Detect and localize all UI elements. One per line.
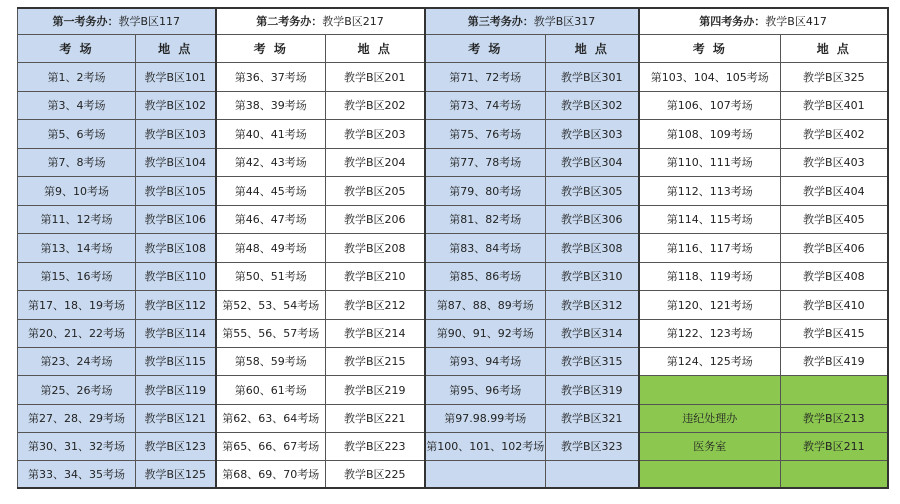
place-cell: 教学B区408 [781, 262, 888, 290]
place-cell: 教学B区325 [781, 62, 888, 91]
office-location: 教学B区217 [322, 15, 384, 29]
table-row [18, 347, 888, 375]
room-cell: 第103、104、105考场 [639, 62, 781, 91]
place-cell: 教学B区404 [781, 176, 888, 205]
place-cell: 教学B区112 [136, 290, 216, 319]
place-cell [781, 375, 888, 404]
table-row [18, 119, 888, 148]
header-room: 考 场 [18, 34, 136, 62]
room-cell: 第93、94考场 [425, 347, 546, 375]
header-place: 地 点 [781, 34, 888, 62]
room-cell: 违纪处理办 [639, 404, 781, 432]
room-cell: 第36、37考场 [216, 62, 326, 91]
place-cell: 教学B区319 [546, 375, 639, 404]
room-cell: 第7、8考场 [18, 148, 136, 176]
room-cell: 第118、119考场 [639, 262, 781, 290]
room-cell: 第120、121考场 [639, 290, 781, 319]
room-cell: 第1、2考场 [18, 62, 136, 91]
place-cell: 教学B区323 [546, 432, 639, 460]
place-cell: 教学B区406 [781, 233, 888, 262]
room-cell: 第79、80考场 [425, 176, 546, 205]
room-cell: 第77、78考场 [425, 148, 546, 176]
room-cell: 第50、51考场 [216, 262, 326, 290]
room-cell: 第106、107考场 [639, 91, 781, 119]
room-cell: 第55、56、57考场 [216, 319, 326, 347]
room-cell: 第58、59考场 [216, 347, 326, 375]
table-row [18, 290, 888, 319]
place-cell: 教学B区105 [136, 176, 216, 205]
room-cell: 第48、49考场 [216, 233, 326, 262]
place-cell: 教学B区212 [326, 290, 425, 319]
office-label: 第四考务办： [699, 15, 766, 29]
office-label: 第一考务办： [52, 15, 119, 29]
place-cell: 教学B区302 [546, 91, 639, 119]
place-cell: 教学B区208 [326, 233, 425, 262]
room-cell [639, 375, 781, 404]
room-cell: 第15、16考场 [18, 262, 136, 290]
header-place: 地 点 [136, 34, 216, 62]
place-cell: 教学B区402 [781, 119, 888, 148]
place-cell: 教学B区108 [136, 233, 216, 262]
place-cell [546, 460, 639, 488]
room-cell: 第65、66、67考场 [216, 432, 326, 460]
office-location: 教学B区117 [118, 15, 181, 29]
table-row [18, 262, 888, 290]
column-header-row [18, 34, 888, 62]
room-cell: 第38、39考场 [216, 91, 326, 119]
room-cell: 第42、43考场 [216, 148, 326, 176]
place-cell: 教学B区303 [546, 119, 639, 148]
place-cell: 教学B区215 [326, 347, 425, 375]
office-title-2 [216, 8, 425, 34]
office-title-row [18, 8, 888, 34]
exam-room-table [17, 7, 889, 489]
table-row [18, 375, 888, 404]
place-cell: 教学B区121 [136, 404, 216, 432]
header-room: 考 场 [639, 34, 781, 62]
place-cell: 教学B区201 [326, 62, 425, 91]
place-cell: 教学B区211 [781, 432, 888, 460]
place-cell: 教学B区305 [546, 176, 639, 205]
place-cell: 教学B区419 [781, 347, 888, 375]
header-room: 考 场 [216, 34, 326, 62]
place-cell: 教学B区410 [781, 290, 888, 319]
place-cell: 教学B区102 [136, 91, 216, 119]
room-cell: 第71、72考场 [425, 62, 546, 91]
place-cell: 教学B区304 [546, 148, 639, 176]
room-cell: 第46、47考场 [216, 205, 326, 233]
room-cell: 第90、91、92考场 [425, 319, 546, 347]
office-location: 教学B区317 [533, 15, 596, 29]
table-row [18, 205, 888, 233]
room-cell [425, 460, 546, 488]
place-cell: 教学B区101 [136, 62, 216, 91]
place-cell: 教学B区401 [781, 91, 888, 119]
place-cell [781, 460, 888, 488]
room-cell: 第62、63、64考场 [216, 404, 326, 432]
room-cell: 第114、115考场 [639, 205, 781, 233]
office-label: 第三考务办： [467, 15, 534, 29]
office-title-4 [639, 8, 888, 34]
place-cell: 教学B区104 [136, 148, 216, 176]
room-cell: 第5、6考场 [18, 119, 136, 148]
room-cell: 第20、21、22考场 [18, 319, 136, 347]
room-cell: 第9、10考场 [18, 176, 136, 205]
room-cell: 第17、18、19考场 [18, 290, 136, 319]
place-cell: 教学B区415 [781, 319, 888, 347]
place-cell: 教学B区125 [136, 460, 216, 488]
room-cell: 第3、4考场 [18, 91, 136, 119]
table-row [18, 233, 888, 262]
table-row [18, 319, 888, 347]
place-cell: 教学B区223 [326, 432, 425, 460]
room-cell: 第30、31、32考场 [18, 432, 136, 460]
room-cell: 医务室 [639, 432, 781, 460]
room-cell: 第87、88、89考场 [425, 290, 546, 319]
place-cell: 教学B区210 [326, 262, 425, 290]
table-row [18, 176, 888, 205]
header-place: 地 点 [326, 34, 425, 62]
office-title-3 [425, 8, 639, 34]
room-cell: 第75、76考场 [425, 119, 546, 148]
place-cell: 教学B区119 [136, 375, 216, 404]
office-label: 第二考务办： [256, 15, 323, 29]
place-cell: 教学B区203 [326, 119, 425, 148]
place-cell: 教学B区225 [326, 460, 425, 488]
place-cell: 教学B区204 [326, 148, 425, 176]
header-place: 地 点 [546, 34, 639, 62]
room-cell: 第11、12考场 [18, 205, 136, 233]
table-row [18, 148, 888, 176]
place-cell: 教学B区314 [546, 319, 639, 347]
office-title-1 [18, 8, 216, 34]
place-cell: 教学B区205 [326, 176, 425, 205]
place-cell: 教学B区221 [326, 404, 425, 432]
place-cell: 教学B区110 [136, 262, 216, 290]
room-cell: 第95、96考场 [425, 375, 546, 404]
room-cell: 第81、82考场 [425, 205, 546, 233]
place-cell: 教学B区123 [136, 432, 216, 460]
room-cell: 第108、109考场 [639, 119, 781, 148]
table-row [18, 62, 888, 91]
place-cell: 教学B区106 [136, 205, 216, 233]
room-cell: 第25、26考场 [18, 375, 136, 404]
place-cell: 教学B区114 [136, 319, 216, 347]
place-cell: 教学B区103 [136, 119, 216, 148]
place-cell: 教学B区214 [326, 319, 425, 347]
table-row [18, 432, 888, 460]
place-cell: 教学B区202 [326, 91, 425, 119]
place-cell: 教学B区206 [326, 205, 425, 233]
table-row [18, 460, 888, 488]
place-cell: 教学B区315 [546, 347, 639, 375]
place-cell: 教学B区312 [546, 290, 639, 319]
room-cell: 第83、84考场 [425, 233, 546, 262]
table-row [18, 404, 888, 432]
room-cell: 第122、123考场 [639, 319, 781, 347]
place-cell: 教学B区310 [546, 262, 639, 290]
place-cell: 教学B区301 [546, 62, 639, 91]
room-cell: 第44、45考场 [216, 176, 326, 205]
room-cell: 第68、69、70考场 [216, 460, 326, 488]
office-location: 教学B区417 [765, 15, 827, 29]
room-cell: 第85、86考场 [425, 262, 546, 290]
place-cell: 教学B区306 [546, 205, 639, 233]
place-cell: 教学B区213 [781, 404, 888, 432]
place-cell: 教学B区219 [326, 375, 425, 404]
place-cell: 教学B区321 [546, 404, 639, 432]
table-row [18, 91, 888, 119]
room-cell: 第60、61考场 [216, 375, 326, 404]
room-cell: 第116、117考场 [639, 233, 781, 262]
room-cell: 第110、111考场 [639, 148, 781, 176]
room-cell: 第112、113考场 [639, 176, 781, 205]
room-cell: 第97.98.99考场 [425, 404, 546, 432]
place-cell: 教学B区308 [546, 233, 639, 262]
room-cell: 第27、28、29考场 [18, 404, 136, 432]
room-cell: 第40、41考场 [216, 119, 326, 148]
place-cell: 教学B区405 [781, 205, 888, 233]
room-cell: 第33、34、35考场 [18, 460, 136, 488]
room-cell: 第13、14考场 [18, 233, 136, 262]
room-cell: 第100、101、102考场 [425, 432, 546, 460]
room-cell: 第23、24考场 [18, 347, 136, 375]
place-cell: 教学B区403 [781, 148, 888, 176]
place-cell: 教学B区115 [136, 347, 216, 375]
header-room: 考 场 [425, 34, 546, 62]
room-cell [639, 460, 781, 488]
room-cell: 第52、53、54考场 [216, 290, 326, 319]
room-cell: 第73、74考场 [425, 91, 546, 119]
room-cell: 第124、125考场 [639, 347, 781, 375]
